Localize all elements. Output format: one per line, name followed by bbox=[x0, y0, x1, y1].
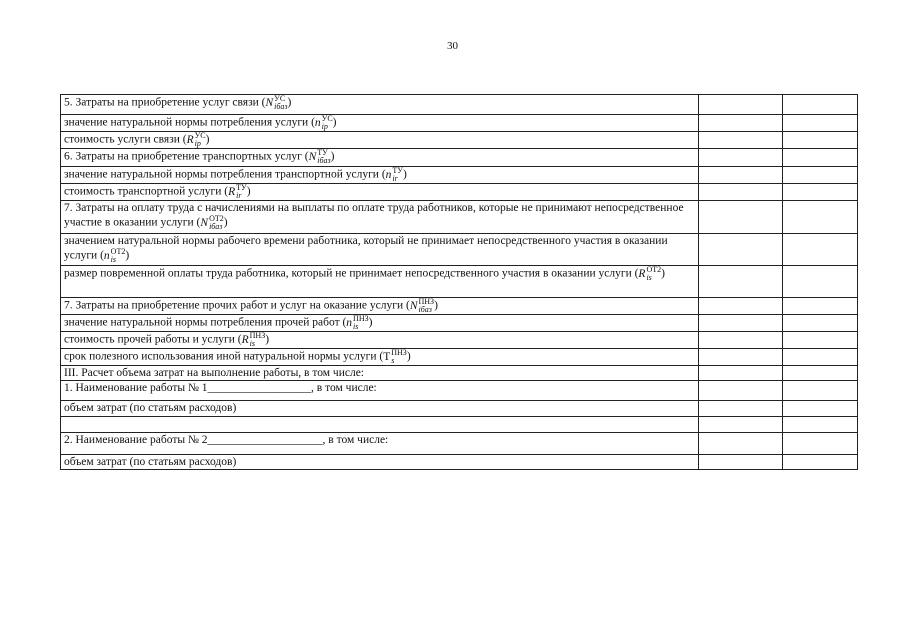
row-text: объем затрат (по статьям расходов) bbox=[64, 456, 237, 468]
symbol-subscript: ir bbox=[392, 174, 398, 183]
value-cell-2 bbox=[783, 381, 858, 401]
value-cell-1 bbox=[699, 149, 783, 167]
value-cell-1 bbox=[699, 433, 783, 455]
value-cell-2 bbox=[783, 115, 858, 132]
row-text: значением натуральной нормы рабочего времени работника, который не принимает непосредственного участия в оказании услуги ( bbox=[64, 235, 668, 262]
value-cell-2 bbox=[783, 401, 858, 417]
value-cell-2 bbox=[783, 315, 858, 332]
table-row bbox=[61, 167, 858, 184]
table-row bbox=[61, 349, 858, 366]
symbol-subscript: is bbox=[646, 273, 652, 282]
symbol-indices bbox=[419, 298, 435, 314]
value-cell-1 bbox=[699, 115, 783, 132]
symbol-superscript: УС bbox=[274, 94, 286, 103]
row-text: стоимость услуги связи ( bbox=[64, 133, 187, 146]
symbol-letter: N bbox=[308, 150, 317, 163]
table-row bbox=[61, 401, 858, 417]
symbol-letter: n bbox=[314, 116, 321, 129]
symbol-indices bbox=[274, 95, 287, 111]
formula-symbol bbox=[228, 183, 247, 200]
row-text-closing: ) bbox=[287, 96, 292, 109]
row-text: размер повременной оплаты труда работника, который не принимает непосредственного участия в оказании услуги ( bbox=[64, 267, 639, 280]
table-row bbox=[61, 95, 858, 115]
row-description bbox=[61, 184, 699, 201]
row-text: 7. Затраты на приобретение прочих работ и услуг на оказание услуги ( bbox=[64, 299, 410, 312]
row-text-closing: ) bbox=[661, 267, 665, 280]
row-description bbox=[61, 381, 699, 401]
row-text-closing: ) bbox=[223, 216, 228, 229]
symbol-superscript: УС bbox=[194, 131, 206, 140]
row-description bbox=[61, 349, 699, 366]
value-cell-2 bbox=[783, 95, 858, 115]
symbol-subscript: iбаз bbox=[274, 102, 288, 111]
value-cell-1 bbox=[699, 366, 783, 381]
symbol-superscript: ОТ2 bbox=[110, 247, 126, 256]
row-text: 1. Наименование работы № 1__________________, в том числе: bbox=[64, 382, 377, 394]
symbol-subscript: is bbox=[353, 322, 359, 331]
row-text-closing: ) bbox=[265, 333, 270, 346]
row-description bbox=[61, 315, 699, 332]
symbol-subscript: is bbox=[249, 339, 255, 348]
value-cell-2 bbox=[783, 298, 858, 315]
value-cell-1 bbox=[699, 349, 783, 366]
value-cell-1 bbox=[699, 455, 783, 470]
symbol-indices bbox=[250, 332, 266, 348]
cost-table bbox=[60, 94, 858, 470]
symbol-letter: n bbox=[103, 249, 110, 262]
row-text: 5. Затраты на приобретение услуг связи ( bbox=[64, 96, 266, 109]
symbol-letter: R bbox=[186, 133, 194, 146]
value-cell-1 bbox=[699, 234, 783, 266]
symbol-letter: R bbox=[638, 267, 646, 280]
value-cell-1 bbox=[699, 95, 783, 115]
row-description bbox=[61, 366, 699, 381]
symbol-indices bbox=[391, 349, 407, 365]
row-description bbox=[61, 401, 699, 417]
value-cell-2 bbox=[783, 167, 858, 184]
row-text-closing: ) bbox=[406, 350, 411, 363]
row-text-closing: ) bbox=[330, 150, 335, 163]
symbol-superscript: ТУ bbox=[317, 148, 328, 157]
symbol-letter: N bbox=[200, 216, 209, 229]
table-row bbox=[61, 149, 858, 167]
row-text-closing: ) bbox=[205, 133, 210, 146]
symbol-indices bbox=[236, 184, 247, 200]
symbol-letter: N bbox=[409, 299, 418, 312]
symbol-superscript: ПНЗ bbox=[353, 314, 369, 323]
formula-symbol bbox=[186, 131, 206, 148]
table-row bbox=[61, 234, 858, 266]
table-row bbox=[61, 298, 858, 315]
value-cell-1 bbox=[699, 332, 783, 349]
row-description bbox=[61, 115, 699, 132]
symbol-superscript: ОТ2 bbox=[209, 214, 224, 223]
row-text: срок полезного использования иной натуральной нормы услуги ( bbox=[64, 350, 384, 363]
formula-symbol bbox=[241, 331, 266, 348]
row-text: 7. Затраты на оплату труда с начислениями на выплаты по оплате труда работников, которые не принимают непосредственное участие в оказании услуги ( bbox=[64, 202, 684, 229]
table-row bbox=[61, 115, 858, 132]
symbol-superscript: ОТ2 bbox=[646, 265, 662, 274]
row-description bbox=[61, 95, 699, 115]
page-number: 30 bbox=[447, 40, 458, 52]
value-cell-2 bbox=[783, 433, 858, 455]
table-row bbox=[61, 184, 858, 201]
value-cell-1 bbox=[699, 417, 783, 433]
value-cell-2 bbox=[783, 417, 858, 433]
row-text: объем затрат (по статьям расходов) bbox=[64, 402, 237, 414]
row-description bbox=[61, 234, 699, 266]
row-description bbox=[61, 201, 699, 234]
symbol-subscript: iбаз bbox=[418, 305, 432, 314]
row-description bbox=[61, 417, 699, 433]
symbol-letter: N bbox=[265, 96, 274, 109]
row-text: стоимость прочей работы и услуги ( bbox=[64, 333, 242, 346]
formula-symbol bbox=[314, 114, 333, 131]
formula-symbol bbox=[385, 166, 403, 183]
symbol-indices bbox=[353, 315, 369, 331]
symbol-subscript: ip bbox=[194, 139, 201, 148]
row-description bbox=[61, 332, 699, 349]
value-cell-2 bbox=[783, 234, 858, 266]
formula-symbol bbox=[346, 314, 369, 331]
symbol-letter: R bbox=[228, 185, 236, 198]
symbol-subscript: ir bbox=[236, 191, 242, 200]
symbol-subscript: s bbox=[391, 356, 395, 365]
value-cell-1 bbox=[699, 298, 783, 315]
formula-symbol bbox=[103, 247, 126, 264]
row-text-closing: ) bbox=[332, 116, 337, 129]
symbol-indices bbox=[392, 167, 403, 183]
value-cell-1 bbox=[699, 132, 783, 149]
table-row bbox=[61, 132, 858, 149]
value-cell-1 bbox=[699, 184, 783, 201]
symbol-indices bbox=[317, 149, 330, 165]
symbol-indices bbox=[209, 215, 224, 231]
symbol-indices bbox=[322, 115, 333, 131]
table-row bbox=[61, 315, 858, 332]
row-description bbox=[61, 167, 699, 184]
value-cell-1 bbox=[699, 315, 783, 332]
value-cell-2 bbox=[783, 201, 858, 234]
value-cell-2 bbox=[783, 349, 858, 366]
formula-symbol bbox=[383, 348, 407, 365]
row-text-closing: ) bbox=[434, 299, 438, 312]
symbol-superscript: ПНЗ bbox=[249, 331, 266, 340]
row-text: 2. Наименование работы № 2____________________, в том числе: bbox=[64, 434, 389, 446]
row-description bbox=[61, 266, 699, 298]
formula-symbol bbox=[200, 214, 224, 231]
row-description bbox=[61, 433, 699, 455]
symbol-subscript: iбаз bbox=[209, 222, 223, 231]
row-text: 6. Затраты на приобретение транспортных услуг ( bbox=[64, 150, 309, 163]
symbol-superscript: ТУ bbox=[392, 166, 403, 175]
symbol-letter: T bbox=[383, 350, 391, 363]
value-cell-2 bbox=[783, 132, 858, 149]
formula-symbol bbox=[308, 148, 331, 165]
value-cell-1 bbox=[699, 381, 783, 401]
symbol-indices bbox=[646, 266, 661, 282]
row-description bbox=[61, 455, 699, 470]
symbol-subscript: iбаз bbox=[317, 156, 331, 165]
value-cell-2 bbox=[783, 332, 858, 349]
table-row bbox=[61, 433, 858, 455]
value-cell-1 bbox=[699, 201, 783, 234]
symbol-letter: R bbox=[241, 333, 249, 346]
row-text-closing: ) bbox=[246, 185, 251, 198]
table-row bbox=[61, 201, 858, 234]
value-cell-2 bbox=[783, 455, 858, 470]
symbol-superscript: ПНЗ bbox=[391, 348, 407, 357]
row-text: стоимость транспортной услуги ( bbox=[64, 185, 229, 198]
symbol-subscript: is bbox=[110, 255, 117, 264]
row-text-closing: ) bbox=[368, 316, 373, 329]
formula-symbol bbox=[265, 94, 288, 111]
symbol-superscript: ТУ bbox=[236, 183, 247, 192]
table-row bbox=[61, 417, 858, 433]
value-cell-1 bbox=[699, 266, 783, 298]
row-description bbox=[61, 149, 699, 167]
row-text: значение натуральной нормы потребления транспортной услуги ( bbox=[64, 168, 386, 181]
row-text: III. Расчет объема затрат на выполнение работы, в том числе: bbox=[64, 367, 364, 379]
table-row bbox=[61, 381, 858, 401]
symbol-letter: n bbox=[346, 316, 353, 329]
formula-symbol bbox=[409, 297, 435, 314]
row-text-closing: ) bbox=[402, 168, 407, 181]
row-text-closing: ) bbox=[125, 249, 130, 262]
symbol-subscript: ip bbox=[321, 122, 328, 131]
symbol-indices bbox=[111, 248, 126, 264]
row-text: значение натуральной нормы потребления услуги ( bbox=[64, 116, 315, 129]
table-row bbox=[61, 455, 858, 470]
row-description bbox=[61, 132, 699, 149]
symbol-letter: n bbox=[385, 168, 392, 181]
value-cell-1 bbox=[699, 401, 783, 417]
value-cell-1 bbox=[699, 167, 783, 184]
table-row bbox=[61, 332, 858, 349]
cost-table-body bbox=[61, 95, 858, 470]
formula-symbol bbox=[638, 265, 662, 282]
table-row bbox=[61, 366, 858, 381]
row-text: значение натуральной нормы потребления прочей работ ( bbox=[64, 316, 347, 329]
value-cell-2 bbox=[783, 184, 858, 201]
symbol-superscript: УС bbox=[321, 114, 333, 123]
value-cell-2 bbox=[783, 366, 858, 381]
symbol-superscript: ПНЗ bbox=[418, 297, 435, 306]
value-cell-2 bbox=[783, 266, 858, 298]
row-description bbox=[61, 298, 699, 315]
symbol-indices bbox=[195, 132, 206, 148]
value-cell-2 bbox=[783, 149, 858, 167]
table-row bbox=[61, 266, 858, 298]
